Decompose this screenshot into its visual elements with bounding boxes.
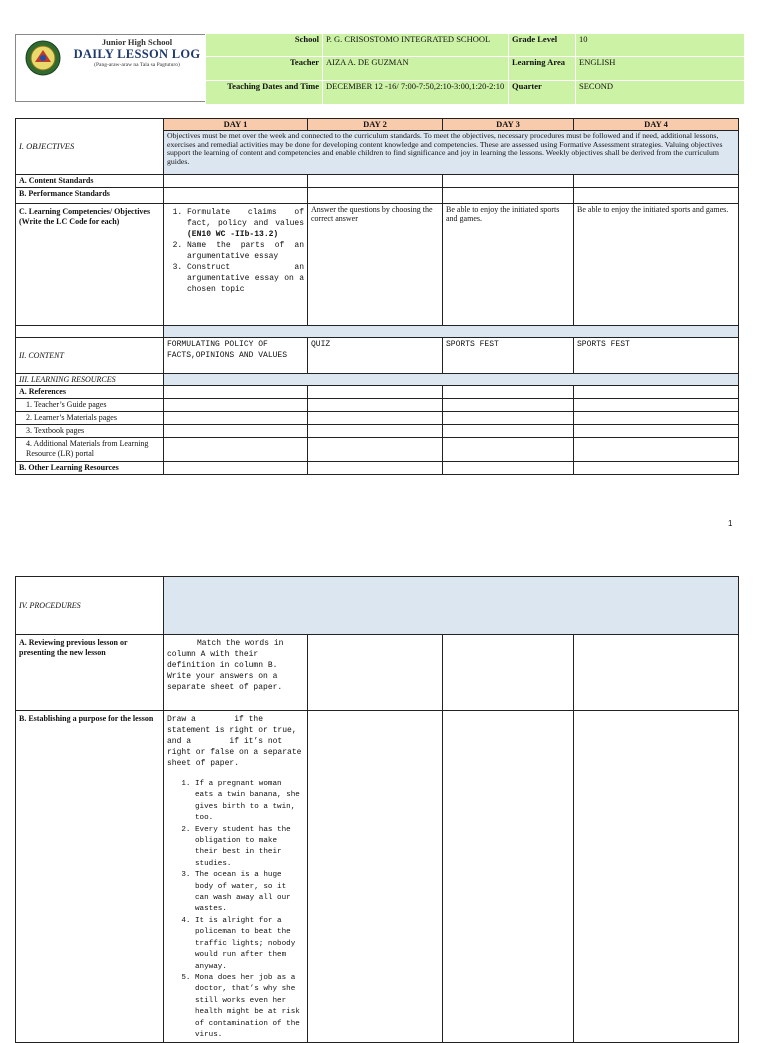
- log-subtitle: (Pang-araw-araw na Tala sa Pagtuturo): [94, 62, 180, 68]
- resources-spacer: [164, 374, 739, 386]
- teacher-value: AIZA A. DE GUZMAN: [323, 57, 509, 81]
- competency-item: 2. Name the parts of an argumentative essay: [187, 240, 304, 262]
- competency-item: 3. Construct an argumentative essay on a chosen topic: [187, 262, 304, 295]
- cell: [308, 635, 443, 711]
- cell: [574, 188, 739, 204]
- cell: [574, 412, 739, 425]
- cell: [443, 175, 574, 188]
- cell: [574, 386, 739, 399]
- cell: [574, 425, 739, 438]
- cell: [164, 175, 308, 188]
- cell: [574, 175, 739, 188]
- cell: [308, 711, 443, 1043]
- cell: [164, 425, 308, 438]
- purpose-intro: Draw a if the statement is right or true, and a if it’s not right or false on a separate sheet of paper.: [167, 715, 307, 768]
- cell: [443, 188, 574, 204]
- competency-item: [187, 207, 304, 240]
- cell: [308, 462, 443, 475]
- content-standards-label: A. Content Standards: [16, 175, 164, 188]
- cell: [308, 386, 443, 399]
- dates-value: DECEMBER 12 -16/ 7:00-7:50,2:10-3:00,1:20-2:10: [323, 81, 509, 105]
- cell: [16, 326, 164, 338]
- cell: [574, 399, 739, 412]
- school-type: Junior High School: [101, 37, 173, 47]
- day4-header: DAY 4: [574, 119, 739, 131]
- procedures-spacer: [164, 577, 739, 635]
- additional-materials-label: 4. Additional Materials from Learning Resource (LR) portal: [16, 438, 164, 462]
- grade-value: 10: [576, 34, 745, 57]
- cell: [308, 188, 443, 204]
- cell: [164, 386, 308, 399]
- cell: [443, 462, 574, 475]
- school-value: P. G. CRISOSTOMO INTEGRATED SCHOOL: [323, 34, 509, 57]
- cell: [308, 425, 443, 438]
- cell: [443, 711, 574, 1043]
- cell: [308, 438, 443, 462]
- cell: [164, 412, 308, 425]
- quarter-label: Quarter: [509, 81, 576, 105]
- content-day1: FORMULATING POLICY OF FACTS,OPINIONS AND VALUES: [164, 338, 308, 374]
- cell: [308, 412, 443, 425]
- cell: [164, 462, 308, 475]
- grade-label: Grade Level: [509, 34, 576, 57]
- content-day2: QUIZ: [308, 338, 443, 374]
- teacher-label: Teacher: [206, 57, 323, 81]
- objectives-label: I. OBJECTIVES: [16, 119, 164, 175]
- cell: [443, 386, 574, 399]
- cell: [164, 399, 308, 412]
- cell: [574, 438, 739, 462]
- purpose-label: B. Establishing a purpose for the lesson: [16, 711, 164, 1043]
- competencies-day4: Be able to enjoy the initiated sports and games.: [574, 204, 739, 326]
- header-logo-block: [15, 34, 207, 102]
- other-resources-label: B. Other Learning Resources: [16, 462, 164, 475]
- purpose-item: 3. The ocean is a huge body of water, so it can wash away all our wastes.: [195, 870, 304, 916]
- review-day1: Match the words in column A with their definition in column B. Write your answers on a separate sheet of paper.: [164, 635, 308, 711]
- cell: [574, 711, 739, 1043]
- purpose-item: 4. It is alright for a policeman to beat the traffic lights; nobody would run after them anyway.: [195, 916, 304, 973]
- competency-text: Formulate claims of fact, policy and values: [187, 208, 304, 228]
- day2-header: DAY 2: [308, 119, 443, 131]
- cell: [308, 175, 443, 188]
- content-spacer: [164, 326, 739, 338]
- resources-label: III. LEARNING RESOURCES: [16, 374, 164, 386]
- purpose-item: 1. If a pregnant woman eats a twin banana, she gives birth to a twin, too.: [195, 779, 304, 825]
- school-label: School: [206, 34, 323, 57]
- learners-materials-label: 2. Learner’s Materials pages: [16, 412, 164, 425]
- content-label: II. CONTENT: [16, 338, 164, 374]
- competencies-day3: Be able to enjoy the initiated sports and games.: [443, 204, 574, 326]
- competencies-label: C. Learning Competencies/ Objectives (Write the LC Code for each): [16, 204, 164, 326]
- cell: [164, 438, 308, 462]
- cell: [443, 438, 574, 462]
- teachers-guide-label: 1. Teacher’s Guide pages: [16, 399, 164, 412]
- lesson-log-table: [15, 118, 739, 475]
- quarter-value: SECOND: [576, 81, 745, 105]
- content-day3: SPORTS FEST: [443, 338, 574, 374]
- cell: [443, 635, 574, 711]
- procedures-label: IV. PROCEDURES: [16, 577, 164, 635]
- day1-header: DAY 1: [164, 119, 308, 131]
- procedures-table: [15, 576, 739, 1043]
- performance-standards-label: B. Performance Standards: [16, 188, 164, 204]
- cell: [443, 399, 574, 412]
- page-number: 1: [728, 519, 733, 528]
- objectives-text: Objectives must be met over the week and connected to the curriculum standards. To meet the objectives, necessary procedures must be followed and if need, additional lessons, exercises and remedial activities may be done for developing content knowledge and competencies. These are assessed using Formative Assessment strategies. Valuing objectives support the learning of content and competencies and enable children to find significance and joy in learning the lessons. Weekly objectives shall be derived from the curriculum guides.: [164, 131, 739, 175]
- area-value: ENGLISH: [576, 57, 745, 81]
- cell: [574, 462, 739, 475]
- purpose-item: 5. Mona does her job as a doctor, that’s why she still works even her health might be at risk of contamination of the virus.: [195, 973, 304, 1041]
- cell: [164, 188, 308, 204]
- purpose-day1: [164, 711, 308, 1043]
- lc-code: (EN10 WC -IIb-13.2): [187, 230, 279, 239]
- area-label: Learning Area: [509, 57, 576, 81]
- references-label: A. References: [16, 386, 164, 399]
- competencies-day2: Answer the questions by choosing the correct answer: [308, 204, 443, 326]
- header-info-table: [205, 33, 745, 105]
- content-day4: SPORTS FEST: [574, 338, 739, 374]
- textbook-label: 3. Textbook pages: [16, 425, 164, 438]
- cell: [574, 635, 739, 711]
- log-title: DAILY LESSON LOG: [73, 47, 201, 61]
- school-seal-icon: [25, 40, 61, 76]
- purpose-item: 2. Every student has the obligation to make their best in their studies.: [195, 825, 304, 871]
- competencies-day1: [164, 204, 308, 326]
- cell: [443, 412, 574, 425]
- day3-header: DAY 3: [443, 119, 574, 131]
- review-label: A. Reviewing previous lesson or presenting the new lesson: [16, 635, 164, 711]
- cell: [308, 399, 443, 412]
- cell: [443, 425, 574, 438]
- dates-label: Teaching Dates and Time: [206, 81, 323, 105]
